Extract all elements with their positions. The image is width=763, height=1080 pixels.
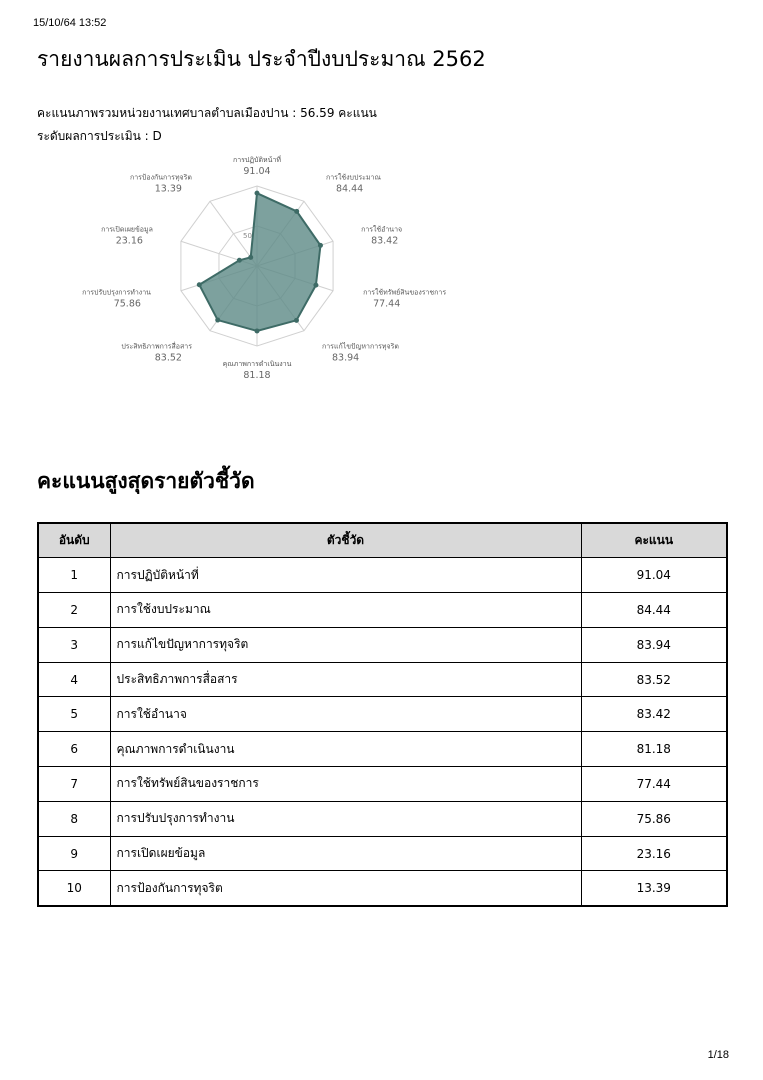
cell-rank: 6 [38,732,110,767]
table-row [38,871,727,906]
cell-indicator: การเปิดเผยข้อมูล [110,836,581,871]
table-row [38,593,727,628]
radar-point [215,318,220,323]
radar-axis-label: การเปิดเผยข้อมูล [101,225,153,234]
table-row [38,836,727,871]
cell-rank: 3 [38,627,110,662]
cell-indicator: การป้องกันการทุจริต [110,871,581,906]
radar-value-label: 23.16 [115,235,143,247]
cell-indicator: การใช้ทรัพย์สินของราชการ [110,767,581,802]
radar-point [318,243,323,248]
radar-value-label: 91.04 [243,166,271,177]
radar-axis-label: การใช้อำนาจ [361,225,403,234]
cell-score: 77.44 [581,767,727,802]
cell-indicator: คุณภาพการดำเนินงาน [110,732,581,767]
radar-axis-label: การใช้ทรัพย์สินของราชการ [363,288,447,297]
radar-axis-label: การปรับปรุงการทำงาน [82,288,151,297]
radar-series-area [199,193,320,331]
radar-value-label: 75.86 [113,298,141,310]
radar-axis-label: การป้องกันการทุจริต [130,173,192,182]
radar-point [294,209,299,214]
radar-point [255,191,260,196]
table-header-row [38,523,727,558]
cell-rank: 5 [38,697,110,732]
overall-score-text: คะแนนภาพรวมหน่วยงานเทศบาลตำบลเมืองปาน : 56.59 คะแนน [37,106,377,120]
radar-point [248,255,253,260]
radar-value-label: 77.44 [373,298,401,310]
header-rank: อันดับ [38,523,110,558]
cell-indicator: การปรับปรุงการทำงาน [110,801,581,836]
cell-score: 75.86 [581,801,727,836]
table-row [38,627,727,662]
radar-axis-label: คุณภาพการดำเนินงาน [222,360,292,368]
cell-rank: 7 [38,767,110,802]
cell-score: 83.94 [581,627,727,662]
cell-score: 23.16 [581,836,727,871]
header-score: คะแนน [581,523,727,558]
cell-indicator: ประสิทธิภาพการสื่อสาร [110,662,581,697]
radar-value-label: 84.44 [336,183,364,195]
cell-score: 91.04 [581,558,727,593]
radar-point [255,328,260,333]
cell-indicator: การแก้ไขปัญหาการทุจริต [110,627,581,662]
table-row [38,662,727,697]
header-indicator: ตัวชี้วัด [110,523,581,558]
radar-point [294,318,299,323]
radar-point [313,283,318,288]
page-number: 1/18 [707,1049,729,1061]
table-row [38,732,727,767]
cell-score: 81.18 [581,732,727,767]
radar-tick-label: 50 [243,232,252,240]
cell-score: 83.42 [581,697,727,732]
table-row [38,558,727,593]
radar-chart [82,156,447,385]
print-date: 15/10/64 13:52 [33,17,107,29]
radar-value-label: 13.39 [154,183,182,195]
cell-indicator: การใช้งบประมาณ [110,593,581,628]
cell-rank: 10 [38,871,110,906]
cell-rank: 2 [38,593,110,628]
radar-axis-label: ประสิทธิภาพการสื่อสาร [121,342,192,351]
radar-value-label: 83.94 [332,352,360,364]
table-row [38,767,727,802]
radar-axis-label: การใช้งบประมาณ [326,173,381,182]
radar-value-label: 83.42 [371,235,399,247]
cell-rank: 9 [38,836,110,871]
radar-value-label: 81.18 [243,370,271,381]
table-row [38,697,727,732]
cell-score: 83.52 [581,662,727,697]
section-title: คะแนนสูงสุดรายตัวชี้วัด [37,469,255,493]
radar-series [197,191,323,334]
assessment-grade-text: ระดับผลการประเมิน : D [37,129,162,143]
cell-indicator: การใช้อำนาจ [110,697,581,732]
cell-rank: 8 [38,801,110,836]
report-title: รายงานผลการประเมิน ประจำปีงบประมาณ 2562 [37,47,486,71]
radar-value-label: 83.52 [154,352,182,364]
radar-axis-label: การแก้ไขปัญหาการทุจริต [322,342,399,351]
radar-point [237,258,242,263]
cell-score: 84.44 [581,593,727,628]
radar-axis-label: การปฏิบัติหน้าที่ [232,156,282,164]
indicator-score-table [37,522,728,907]
radar-point [197,282,202,287]
cell-rank: 1 [38,558,110,593]
table-row [38,801,727,836]
cell-score: 13.39 [581,871,727,906]
cell-rank: 4 [38,662,110,697]
cell-indicator: การปฏิบัติหน้าที่ [110,558,581,593]
